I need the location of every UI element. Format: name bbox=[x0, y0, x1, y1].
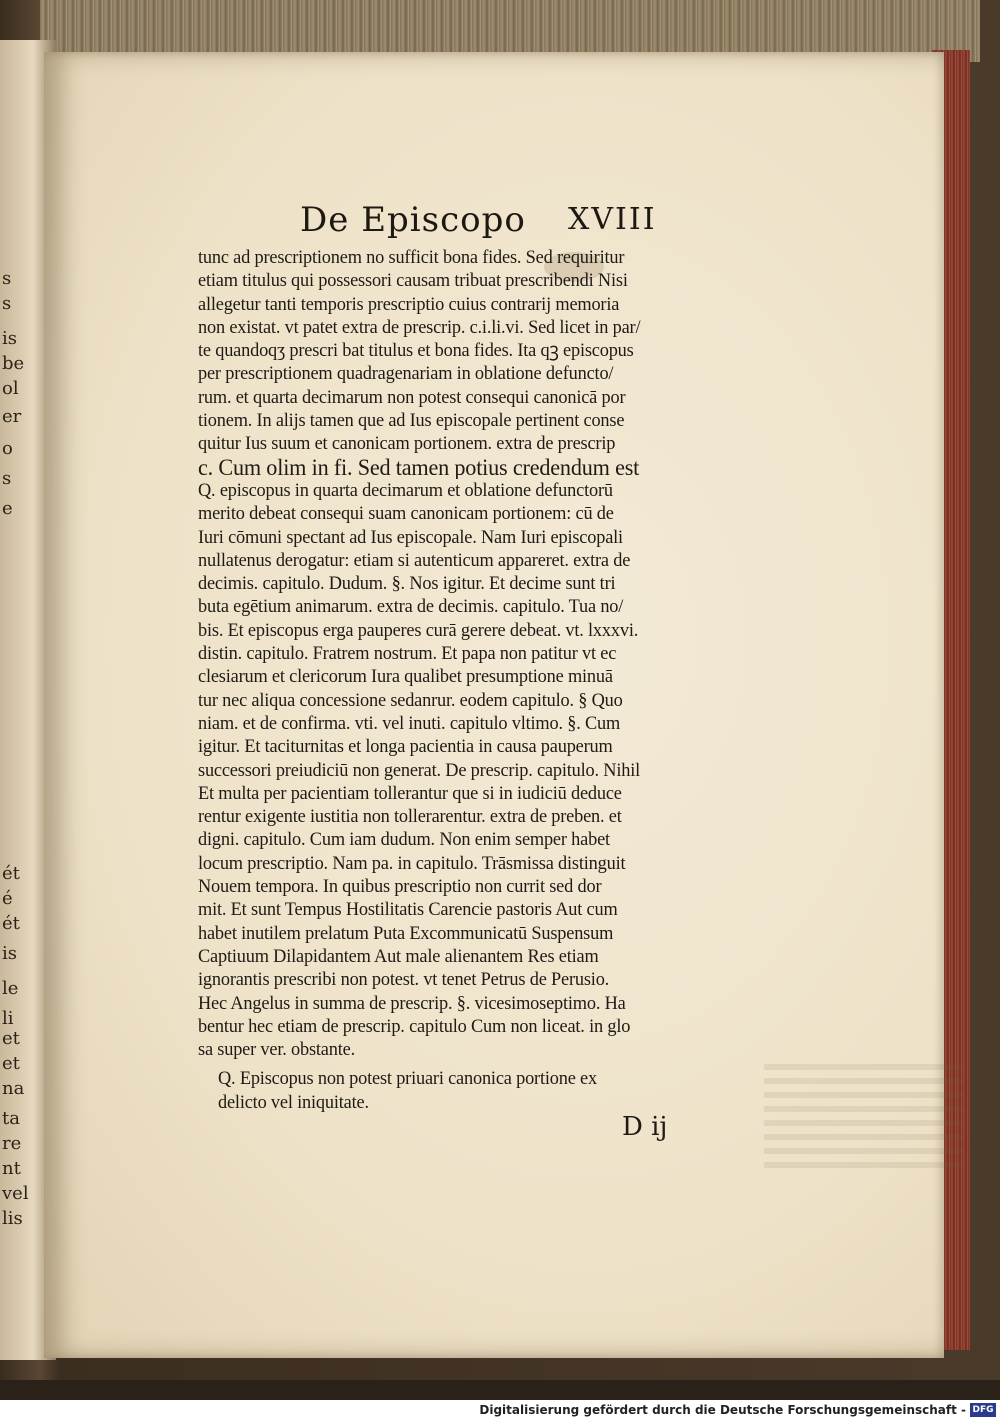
left-margin-fragment: is bbox=[2, 943, 17, 964]
left-margin-fragment: ol bbox=[2, 378, 19, 399]
text-line: Nouem tempora. In quibus prescriptio non currit sed dor bbox=[198, 876, 602, 898]
folio-number: XVIII bbox=[568, 202, 657, 237]
left-margin-fragment: s bbox=[2, 293, 12, 314]
text-line: c. Cum olim in fi. Sed tamen potius credendum est bbox=[198, 455, 640, 479]
text-line: etiam titulus qui possessori causam tribuat prescribendi Nisi bbox=[198, 270, 628, 292]
left-margin-fragment: vel bbox=[2, 1183, 29, 1204]
text-line: ignorantis prescribi non potest. vt tenet Petrus de Perusio. bbox=[198, 969, 610, 991]
text-line: tur nec aliqua concessione sedanrur. eodem capitulo. § Quo bbox=[198, 689, 623, 711]
left-margin-fragment: o bbox=[2, 438, 13, 459]
text-line: locum prescriptio. Nam pa. in capitulo. Trāsmissa distinguit bbox=[198, 852, 626, 874]
text-line: niam. et de confirma. vti. vel inuti. capitulo vltimo. §. Cum bbox=[198, 712, 621, 734]
text-line: rentur exigente iustitia non tollerarentur. extra de preben. et bbox=[198, 806, 622, 828]
dfg-logo: DFG bbox=[970, 1403, 996, 1417]
left-margin-fragment: et bbox=[2, 1053, 20, 1074]
text-line: distin. capitulo. Fratrem nostrum. Et papa non patitur vt ec bbox=[198, 643, 617, 665]
text-line: igitur. Et taciturnitas et longa pacientia in causa pauperum bbox=[198, 736, 613, 758]
left-margin-fragment: na bbox=[2, 1078, 25, 1099]
left-margin-fragment: le bbox=[2, 978, 19, 999]
left-margin-fragment: é bbox=[2, 888, 13, 909]
text-line: per prescriptionem quadragenariam in oblatione defuncto/ bbox=[198, 363, 614, 385]
text-line: habet inutilem prelatum Puta Excommunicatū Suspensum bbox=[198, 922, 614, 944]
main-text-block bbox=[198, 246, 718, 1061]
text-line: successori preiudiciū non generat. De prescrip. capitulo. Nihil bbox=[198, 759, 641, 781]
show-through-text bbox=[764, 1064, 964, 1174]
text-line: merito debeat consequi suam canonicam portionem: cū de bbox=[198, 503, 614, 525]
left-margin-fragment: re bbox=[2, 1133, 22, 1154]
second-paragraph bbox=[218, 1067, 718, 1115]
text-line: nullatenus derogatur: etiam si autenticum appareret. extra de bbox=[198, 549, 631, 571]
text-line: decimis. capitulo. Dudum. §. Nos igitur. Et decime sunt tri bbox=[198, 573, 616, 595]
text-line: sa super ver. obstante. bbox=[198, 1039, 355, 1061]
text-line: bentur hec etiam de prescrip. capitulo Cum non liceat. in glo bbox=[198, 1015, 631, 1037]
text-line: non existat. vt patet extra de prescrip. c.i.li.vi. Sed licet in par/ bbox=[198, 316, 641, 338]
text-line: Et multa per pacientiam tollerantur que si in iudiciū deduce bbox=[198, 782, 622, 804]
left-margin-fragment: nt bbox=[2, 1158, 21, 1179]
text-line: Captiuum Dilapidantem Aut male alienantem Res etiam bbox=[198, 945, 599, 967]
left-margin-fragment: is bbox=[2, 328, 17, 349]
text-line: Q. episcopus in quarta decimarum et oblatione defunctorū bbox=[198, 479, 613, 501]
left-margin-fragment: e bbox=[2, 498, 13, 519]
text-line: digni. capitulo. Cum iam dudum. Non enim semper habet bbox=[198, 829, 610, 851]
text-line: quitur Ius suum et canonicam portionem. extra de prescrip bbox=[198, 433, 616, 455]
left-margin-fragment: ét bbox=[2, 913, 20, 934]
left-margin-fragment: be bbox=[2, 353, 25, 374]
left-margin-fragment: s bbox=[2, 468, 12, 489]
text-line: tunc ad prescriptionem no sufficit bona fides. Sed requiritur bbox=[198, 247, 625, 268]
left-margin-fragment: lis bbox=[2, 1208, 23, 1229]
running-head-title: De Episcopo bbox=[300, 200, 526, 240]
text-line: mit. Et sunt Tempus Hostilitatis Carencie pastoris Aut cum bbox=[198, 899, 618, 921]
left-margin-fragment: er bbox=[2, 406, 22, 427]
left-margin-fragment: ta bbox=[2, 1108, 20, 1129]
left-margin-fragment: et bbox=[2, 1028, 20, 1049]
text-line: buta egētium animarum. extra de decimis. capitulo. Tua no/ bbox=[198, 596, 624, 618]
signature-mark: D ij bbox=[622, 1112, 668, 1142]
text-line: Q. Episcopus non potest priuari canonica portione ex bbox=[218, 1068, 597, 1089]
left-margin-fragment: s bbox=[2, 268, 12, 289]
text-line: Hec Angelus in summa de prescrip. §. vicesimoseptimo. Ha bbox=[198, 992, 626, 1014]
footer-credit: Digitalisierung gefördert durch die Deutsche Forschungsgemeinschaft - bbox=[479, 1403, 966, 1417]
text-line: bis. Et episcopus erga pauperes curā gerere debeat. vt. lxxxvi. bbox=[198, 619, 639, 641]
text-line: rum. et quarta decimarum non potest consequi canonicā por bbox=[198, 386, 626, 408]
left-margin-fragment: li bbox=[2, 1008, 14, 1029]
left-margin-fragment: ét bbox=[2, 863, 20, 884]
text-line: allegetur tanti temporis prescriptio cuius contrarij memoria bbox=[198, 293, 620, 315]
text-line: delicto vel iniquitate. bbox=[218, 1092, 369, 1113]
text-line: clesiarum et clericorum Iura qualibet presumptione minuā bbox=[198, 666, 613, 688]
text-line: tionem. In alijs tamen que ad Ius episcopale pertinent conse bbox=[198, 410, 625, 432]
text-line: te quandoqʒ prescri bat titulus et bona fides. Ita qꝫ episcopus bbox=[198, 340, 634, 362]
text-line: Iuri cōmuni spectant ad Ius episcopale. Nam Iuri episcopali bbox=[198, 526, 623, 548]
